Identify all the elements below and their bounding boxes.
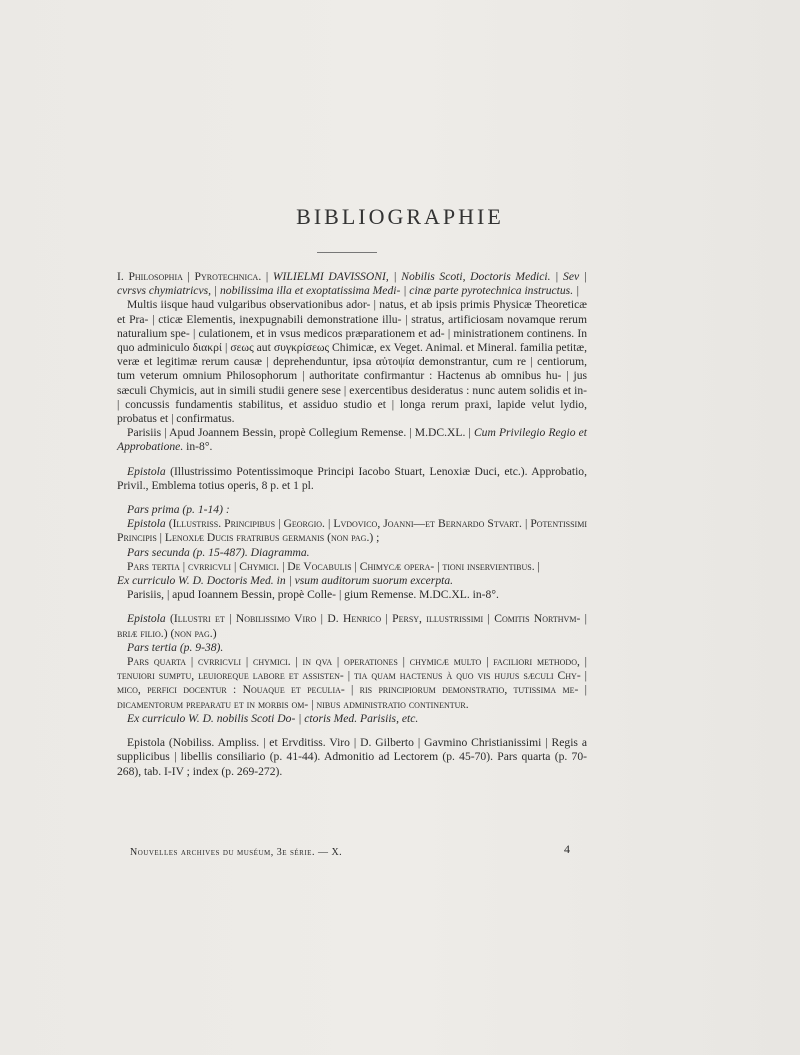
footer-journal: Nouvelles archives du muséum, 3e série. — X. <box>130 847 343 858</box>
entry1-format: in-8°. <box>186 440 213 454</box>
imprint-1: Parisiis, | apud Ioannem Bessin, propè Colle- | gium Remense. M.DC.XL. in-8°. <box>127 588 499 602</box>
pars-prima-heading: Pars prima (p. 1-14) : <box>127 503 230 517</box>
entry1-title-tail: | Nobilis Scoti, Doctoris Medici. | Sev | cvrsvs chymiatricvs, | nobilissima illa et exoptatissima Medi- | cinæ parte pyrotechnica instructus. | <box>117 270 587 298</box>
entry1-imprint-place: Parisiis | Apud Joannem Bessin, propè Collegium Remense. | M.DC.XL. | <box>127 426 471 440</box>
curriculo-2: Ex curriculo W. D. nobilis Scoti Do- | ctoris Med. Parisiis, etc. <box>127 711 419 725</box>
pars-prima-epistola-label: Epistola <box>127 517 166 531</box>
page-number: 4 <box>564 842 570 856</box>
entry1-title-paragraph <box>117 270 587 298</box>
epistola1-text: (Illustrissimo Potentissimoque Principi Iacobo Stuart, Lenoxiæ Duci, etc.). Approbatio, Privil., Emblema totius operis, 8 p. et 1 pl. <box>117 464 587 492</box>
title-rule <box>317 252 377 253</box>
pars-prima-epistola-text: (Illustriss. Principibus | Georgio. | Lvdovico, Joanni—et Bernardo Stvart. | Potentissimi Principis | Lenoxiæ Ducis fratribus germanis (non pag.) ; <box>117 517 587 545</box>
pars-quarta-title: Pars quarta | cvrricvli | chymici. | in qva | operationes | chymicæ multo | faciliori methodo, | tenuiori sumptu, leuioreque labore et assisten- | tia quam hactenus à quo vis hujus sæculi Chy- | mico, perfici docentur : Nouaque et peculia- | ris principiorum demonstratio, tutissima me- | dicamentorum preparatu et in morbis om- | nibus administratio continentur. <box>117 655 587 711</box>
epistola3-paragraph: Epistola (Nobiliss. Ampliss. | et Ervditiss. Viro | D. Gilberto | Gavmino Christianissimi | Regis a supplicibus | libellis consiliario (p. 41-44). Admonitio ad Lectorem (p. 45-70). Pars quarta (p. 70-268), tab. I-IV ; index (p. 269-272). <box>117 736 587 778</box>
epistola1-label: Epistola <box>127 464 166 478</box>
curriculo-1: Ex curriculo W. D. Doctoris Med. in | vsum auditorum suorum excerpta. <box>117 574 454 588</box>
entry-number: I. <box>117 270 124 283</box>
epistola1-paragraph <box>117 465 587 493</box>
entry1-author: WILIELMI DAVISSONI, <box>272 270 389 283</box>
pars-prima-epistola <box>117 517 587 545</box>
pars-tertia-title: Pars tertia | cvrricvli | Chymici. | De Vocabulis | Chimycæ opera- | tioni inservientibus. | <box>127 559 540 573</box>
pars-tertia-pages: Pars tertia (p. 9-38). <box>127 640 224 654</box>
epistola2-paragraph <box>117 612 587 640</box>
entry1-sc-title: Philosophia | Pyrotechnica. | <box>128 270 269 283</box>
epistola2-text: (Illustri et | Nobilissimo Viro | D. Henrico | Persy, illustrissimi | Comitis Northvm- | briæ filio.) (non pag.) <box>117 612 587 640</box>
page-title: BIBLIOGRAPHIE <box>296 204 504 229</box>
pars-secunda: Pars secunda (p. 15-487). Diagramma. <box>127 545 310 559</box>
bibliography-body <box>117 270 587 779</box>
entry1-description: Multis iisque haud vulgaribus observationibus ador- | natus, et ab ipsis primis Physicæ Theoreticæ et Pra- | cticæ Elementis, inexpugnabili demonstratione illu- | stratus, artificiosam novamque rerum naturalium spe- | culationem, et in vsus medicos præparationem et ad- | ministrationem continens. In quo adminiculo διακρί | σεως aut συγκρίσεως Chimicæ, ex Veget. Animal. et Mineral. familia petitæ, veræ et legitimæ rerum causæ | deprehenduntur, ipsa αὐτοψία demonstrantur, cum re | centiorum, tum veterum omnium Philosophorum | authoritate confirmantur : Hactenus ab omnibus hu- | jus sæculi Chymicis, aut in simili studii genere sese | exercentibus desideratus : nunc autem solidis et in- | concussis fundamentis stabilitus, et assiduo studio et | longa rerum praxi, lapide velut lydio, probatus et | confirmatus. <box>117 298 587 426</box>
entry1-imprint <box>117 426 587 454</box>
entry1-privilege: Cum Privilegio Regio et Approbatione. <box>117 426 587 454</box>
epistola2-label: Epistola <box>127 612 166 626</box>
